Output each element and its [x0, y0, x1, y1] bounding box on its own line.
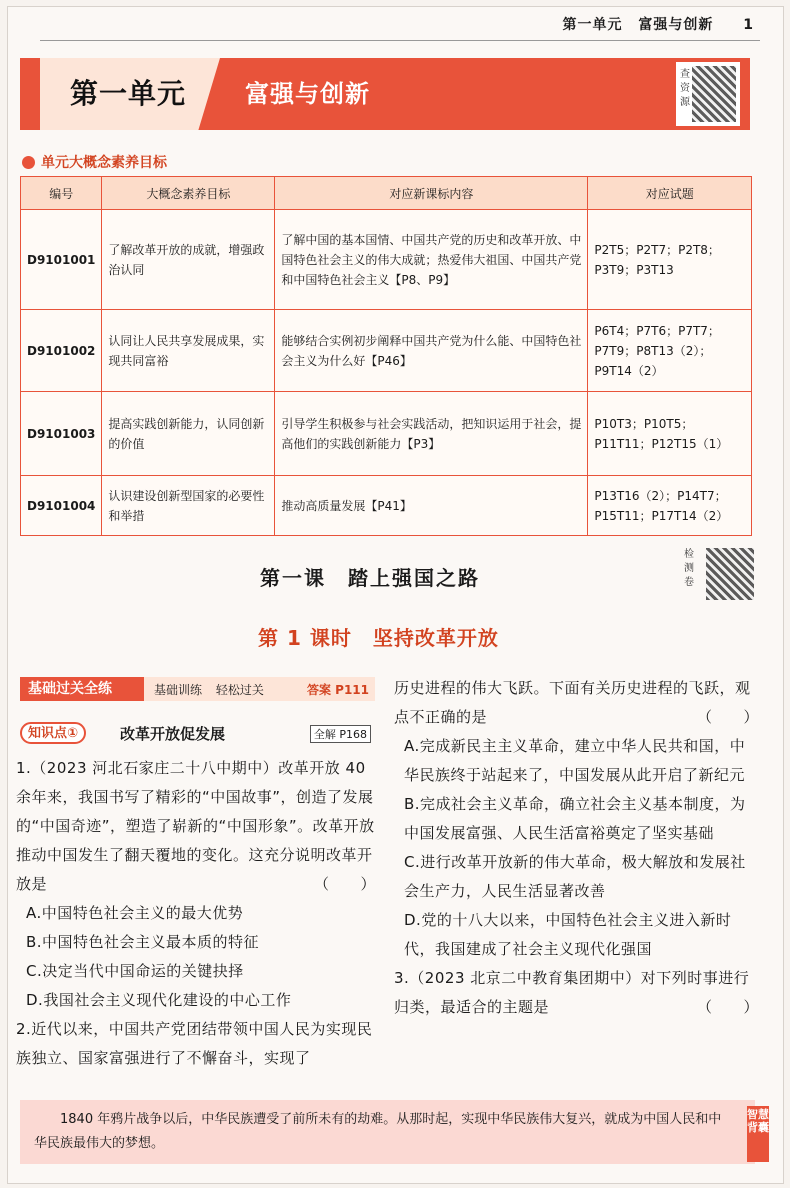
standard-text: 能够结合实例初步阐释中国共产党为什么能、中国特色社会主义为什么好【P46】 [275, 310, 588, 392]
table-header: 编号 [21, 177, 102, 210]
question-stem: 1.（2023 河北石家庄二十八中期中）改革开放 40 余年来，我国书写了精彩的“中国故事”，创造了发展的“中国奇迹”，塑造了崭新的“中国形象”。改革开放推动中国发生了翻天覆地的变化。这充分说明改革开放是 [16, 759, 375, 893]
option: D.党的十八大以来，中国特色社会主义进入新时代，我国建成了社会主义现代化强国 [404, 911, 732, 958]
question-stem-cont: 历史进程的伟大飞跃。下面有关历史进程的飞跃，观点不正确的是 [394, 679, 751, 726]
table-row [21, 392, 752, 476]
footer-text: 1840 年鸦片战争以后，中华民族遭受了前所未有的劫难。从那时起，实现中华民族伟大复兴，就成为中国人民和中华民族最伟大的梦想。 [34, 1112, 722, 1151]
option: C.决定当代中国命运的关键抉择 [26, 962, 244, 980]
standard-text: 引导学生积极参与社会实践活动，把知识运用于社会，提高他们的实践创新能力【P3】 [275, 392, 588, 476]
option: C.进行改革开放新的伟大革命，极大解放和发展社会生产力，人民生活显著改善 [404, 853, 746, 900]
practice-subtitle [154, 681, 264, 698]
question-stem: 3.（2023 北京二中教育集团期中）对下列时事进行归类，最适合的主题是 [394, 969, 750, 1016]
answer-bracket: （ ） [696, 708, 759, 726]
test-refs: P10T3；P10T5；P11T11；P12T15（1） [588, 392, 752, 476]
option: D.我国社会主义现代化建设的中心工作 [26, 991, 292, 1009]
standard-text: 推动高质量发展【P41】 [275, 476, 588, 536]
test-refs: P2T5；P2T7；P2T8；P3T9；P3T13 [588, 210, 752, 310]
answer-bracket: （ ） [313, 875, 376, 893]
goal-code: D9101002 [21, 310, 102, 392]
footer-tip [20, 1100, 769, 1164]
qr-label: 查资源 [680, 69, 690, 108]
practice-sub1: 基础训练 [154, 683, 203, 697]
left-column [16, 754, 376, 1073]
unit-title: 第一单元 [70, 77, 187, 110]
running-header-topic: 富强与创新 [638, 17, 714, 33]
option: B.完成社会主义革命，确立社会主义基本制度，为中国发展富强、人民生活富裕奠定了坚实基础 [404, 795, 746, 842]
knowledge-point-row [20, 720, 375, 746]
footer-tab: 智慧背囊 [747, 1106, 769, 1162]
answer-ref: 答案 P111 [306, 683, 369, 697]
test-refs: P13T16（2）；P14T7；P15T11；P17T14（2） [588, 476, 752, 536]
goals-heading-text: 单元大概念素养目标 [41, 155, 167, 171]
goal-code: D9101001 [21, 210, 102, 310]
standard-text: 了解中国的基本国情、中国共产党的历史和改革开放、中国特色社会主义的伟大成就；热爱伟大祖国、中国共产党和中国特色社会主义【P8、P9】 [275, 210, 588, 310]
option: A.完成新民主主义革命，建立中华人民共和国，中华民族终于站起来了，中国发展从此开启了新纪元 [404, 737, 746, 784]
question-3 [394, 964, 759, 1022]
option: B.中国特色社会主义最本质的特征 [26, 933, 260, 951]
table-header: 对应新课标内容 [275, 177, 588, 210]
practice-tag: 基础过关全练 [20, 677, 144, 701]
table-header: 对应试题 [588, 177, 752, 210]
practice-bar [20, 677, 375, 701]
table-row [21, 476, 752, 536]
option: A.中国特色社会主义的最大优势 [26, 904, 244, 922]
lesson-title: 第一课 踏上强国之路 [260, 566, 480, 590]
qr-code-icon [692, 66, 736, 122]
running-header-unit: 第一单元 [562, 17, 623, 33]
unit-banner [20, 58, 750, 130]
table-header: 大概念素养目标 [102, 177, 275, 210]
resource-qr[interactable] [676, 62, 740, 126]
goal-text: 了解改革开放的成就，增强政治认同 [102, 210, 275, 310]
goal-code: D9101003 [21, 392, 102, 476]
running-header [553, 14, 755, 34]
bullet-icon [22, 156, 35, 169]
right-column [394, 674, 759, 1022]
knowledge-point-ref: 全解 P168 [310, 725, 371, 743]
practice-sub2: 轻松过关 [215, 683, 264, 697]
knowledge-point-title: 改革开放促发展 [120, 725, 226, 743]
test-paper-qr[interactable] [684, 548, 754, 604]
period-title: 第 1 课时 坚持改革开放 [258, 626, 499, 650]
question-2-cont [394, 674, 759, 732]
table-row [21, 310, 752, 392]
goal-code: D9101004 [21, 476, 102, 536]
header-rule [40, 40, 760, 41]
qr-code-icon [706, 548, 754, 600]
question-stem: 2.近代以来，中国共产党团结带领中国人民为实现民族独立、国家富强进行了不懈奋斗，实现了 [16, 1020, 373, 1067]
table-row [21, 210, 752, 310]
goals-table [20, 176, 752, 536]
page-number: 1 [743, 17, 754, 33]
question-2 [16, 1015, 376, 1073]
table-header-row [21, 177, 752, 210]
unit-subtitle: 富强与创新 [245, 80, 370, 108]
goals-heading [22, 152, 167, 172]
goal-text: 提高实践创新能力，认同创新的价值 [102, 392, 275, 476]
goal-text: 认识建设创新型国家的必要性和举措 [102, 476, 275, 536]
goal-text: 认同让人民共享发展成果，实现共同富裕 [102, 310, 275, 392]
qr-label: 检测卷 [684, 549, 694, 588]
test-refs: P6T4；P7T6；P7T7；P7T9；P8T13（2）；P9T14（2） [588, 310, 752, 392]
knowledge-point-badge: 知识点① [20, 722, 86, 744]
question-1 [16, 754, 376, 899]
answer-bracket: （ ） [696, 998, 759, 1016]
